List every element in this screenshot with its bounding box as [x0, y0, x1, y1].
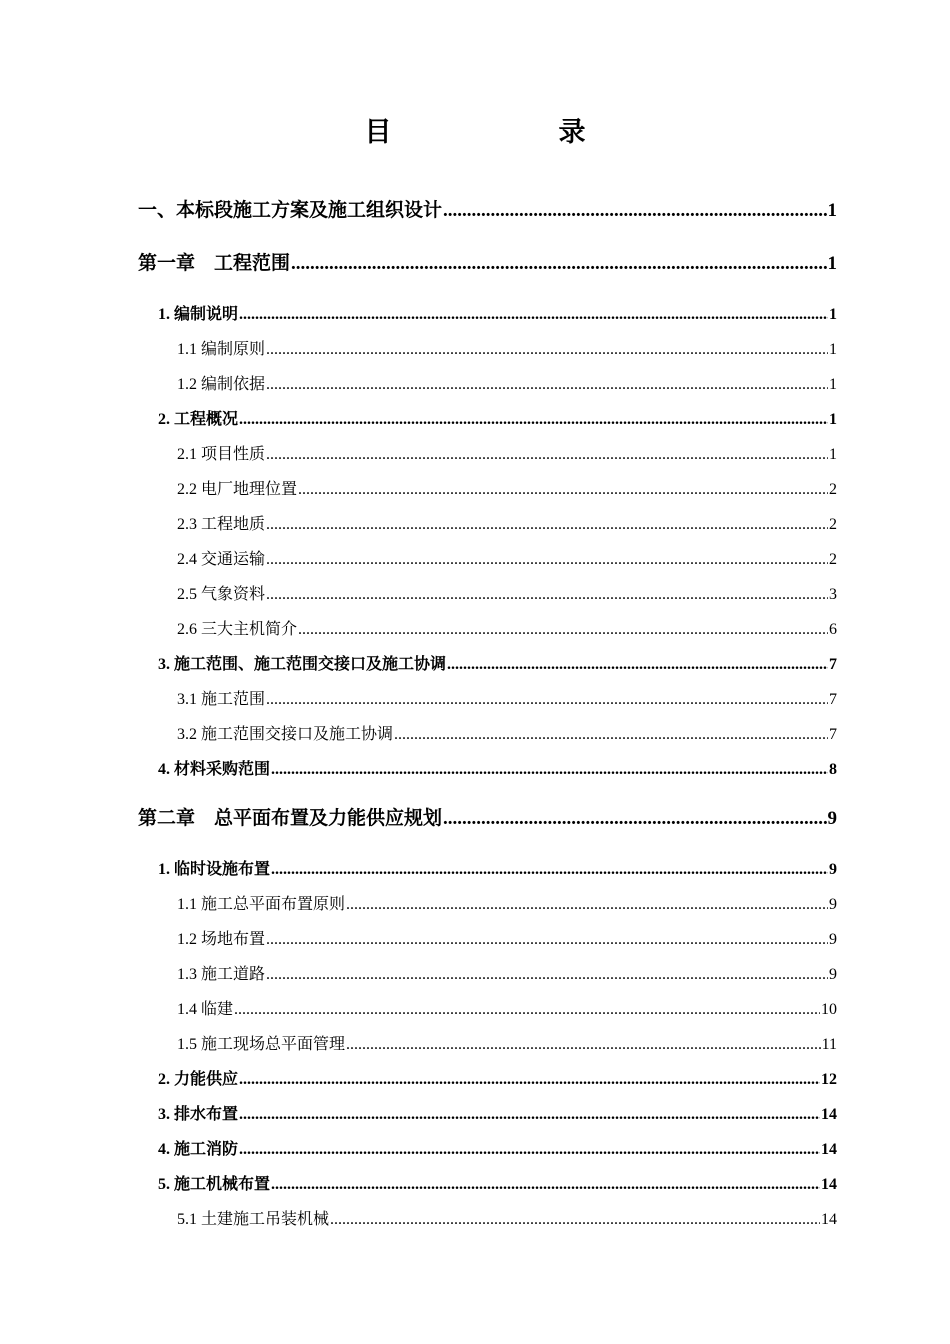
toc-entry-label: 1.2 场地布置	[177, 931, 266, 948]
toc-entry-page: 7	[829, 656, 837, 673]
toc-entry-label: 4. 施工消防	[158, 1141, 239, 1158]
toc-entry[interactable]	[177, 722, 837, 748]
toc-entry-page: 1	[827, 200, 837, 221]
toc-entry[interactable]	[177, 512, 837, 538]
toc-entry-label: 2.4 交通运输	[177, 551, 266, 568]
toc-entry-label: 1.5 施工现场总平面管理	[177, 1036, 346, 1053]
toc-entry-page: 7	[829, 726, 837, 743]
toc-leader-dots	[266, 337, 828, 363]
toc-entry-label: 2.3 工程地质	[177, 516, 266, 533]
toc-entry-label: 一、本标段施工方案及施工组织设计	[138, 200, 443, 221]
toc-leader-dots	[394, 722, 828, 748]
toc-leader-dots	[271, 757, 828, 783]
toc-entry-label: 1.1 施工总平面布置原则	[177, 896, 346, 913]
toc-entry-page: 11	[821, 1036, 837, 1053]
toc-entry-page: 9	[829, 931, 837, 948]
toc-leader-dots	[266, 927, 828, 953]
toc-entry-label: 2. 工程概况	[158, 411, 239, 428]
toc-entry-page: 1	[827, 253, 837, 274]
toc-entry[interactable]	[158, 407, 837, 433]
toc-leader-dots	[443, 196, 826, 226]
toc-leader-dots	[447, 652, 828, 678]
toc-entry[interactable]	[158, 652, 837, 678]
toc-entry-label: 3. 排水布置	[158, 1106, 239, 1123]
toc-entry-label: 2.6 三大主机简介	[177, 621, 298, 638]
toc-entry[interactable]	[138, 196, 837, 226]
toc-entry-page: 9	[829, 861, 837, 878]
toc-leader-dots	[266, 442, 828, 468]
toc-entry[interactable]	[158, 857, 837, 883]
toc-leader-dots	[291, 249, 826, 279]
toc-entry-label: 第一章 工程范围	[138, 253, 291, 274]
toc-entry[interactable]	[177, 687, 837, 713]
toc-entry-page: 1	[829, 306, 837, 323]
toc-entry-page: 2	[829, 481, 837, 498]
toc-leader-dots	[266, 547, 828, 573]
toc-leader-dots	[266, 962, 828, 988]
toc-entry-label: 5.1 土建施工吊装机械	[177, 1211, 330, 1228]
toc-entry-page: 1	[829, 411, 837, 428]
toc-entry[interactable]	[177, 927, 837, 953]
toc-entry-page: 1	[829, 341, 837, 358]
toc-entry-page: 14	[821, 1211, 837, 1228]
toc-entry-page: 9	[829, 966, 837, 983]
toc-entry-page: 10	[821, 1001, 837, 1018]
toc-leader-dots	[271, 1172, 820, 1198]
toc-leader-dots	[266, 582, 828, 608]
toc-entry[interactable]	[138, 804, 837, 834]
toc-entry-label: 1.1 编制原则	[177, 341, 266, 358]
toc-entry-page: 14	[821, 1141, 837, 1158]
toc-leader-dots	[298, 617, 828, 643]
toc-entry-label: 1. 临时设施布置	[158, 861, 271, 878]
toc-entry-page: 14	[821, 1106, 837, 1123]
toc-entry-page: 9	[829, 896, 837, 913]
toc-entry-page: 3	[829, 586, 837, 603]
toc-entry[interactable]	[177, 1207, 837, 1233]
toc-entry[interactable]	[177, 617, 837, 643]
toc-entry-page: 2	[829, 551, 837, 568]
toc-leader-dots	[239, 1067, 820, 1093]
toc-leader-dots	[346, 892, 828, 918]
toc-entry[interactable]	[177, 337, 837, 363]
toc-entry[interactable]	[158, 1102, 837, 1128]
toc-entry[interactable]	[138, 249, 837, 279]
toc-entry[interactable]	[158, 1172, 837, 1198]
toc-leader-dots	[330, 1207, 820, 1233]
page-title: 目 录	[364, 117, 656, 147]
toc-entry-label: 2.1 项目性质	[177, 446, 266, 463]
toc-entry-label: 2.2 电厂地理位置	[177, 481, 298, 498]
toc-entry[interactable]	[177, 442, 837, 468]
toc-entry[interactable]	[177, 372, 837, 398]
toc-entry-page: 2	[829, 516, 837, 533]
toc-leader-dots	[239, 407, 828, 433]
toc-entry-label: 1.3 施工道路	[177, 966, 266, 983]
toc-entry[interactable]	[177, 1032, 837, 1058]
toc-entry-page: 9	[827, 808, 837, 829]
toc-entry-label: 1.2 编制依据	[177, 376, 266, 393]
toc-entry-label: 3. 施工范围、施工范围交接口及施工协调	[158, 656, 447, 673]
toc-leader-dots	[346, 1032, 821, 1058]
toc-entry-label: 5. 施工机械布置	[158, 1176, 271, 1193]
toc-entry[interactable]	[158, 302, 837, 328]
toc-entry[interactable]	[177, 547, 837, 573]
toc-entry-label: 4. 材料采购范围	[158, 761, 271, 778]
toc-leader-dots	[239, 1137, 820, 1163]
toc-entry-label: 3.2 施工范围交接口及施工协调	[177, 726, 394, 743]
toc-leader-dots	[298, 477, 828, 503]
toc-entry-label: 1.4 临建	[177, 1001, 234, 1018]
toc-entry-page: 7	[829, 691, 837, 708]
toc-entry-page: 8	[829, 761, 837, 778]
toc-entry[interactable]	[177, 477, 837, 503]
toc-entry[interactable]	[177, 582, 837, 608]
toc-entry[interactable]	[158, 1067, 837, 1093]
toc-leader-dots	[266, 687, 828, 713]
toc-leader-dots	[234, 997, 820, 1023]
toc-leader-dots	[266, 372, 828, 398]
toc-leader-dots	[239, 302, 828, 328]
toc-entry-label: 3.1 施工范围	[177, 691, 266, 708]
toc-entry[interactable]	[158, 757, 837, 783]
toc-leader-dots	[239, 1102, 820, 1128]
toc-entry-page: 1	[829, 376, 837, 393]
toc-entry-page: 12	[821, 1071, 837, 1088]
toc-leader-dots	[266, 512, 828, 538]
toc-entry-label: 第二章 总平面布置及力能供应规划	[138, 808, 443, 829]
toc-entry-label: 2.5 气象资料	[177, 586, 266, 603]
toc-leader-dots	[443, 804, 826, 834]
toc-entry[interactable]	[158, 1137, 837, 1163]
toc-leader-dots	[271, 857, 828, 883]
toc-entry-page: 1	[829, 446, 837, 463]
toc-entry-page: 14	[821, 1176, 837, 1193]
toc-entry[interactable]	[177, 962, 837, 988]
toc-entry-label: 1. 编制说明	[158, 306, 239, 323]
toc-entry[interactable]	[177, 892, 837, 918]
toc-entry-label: 2. 力能供应	[158, 1071, 239, 1088]
toc-entry[interactable]	[177, 997, 837, 1023]
toc-entry-page: 6	[829, 621, 837, 638]
